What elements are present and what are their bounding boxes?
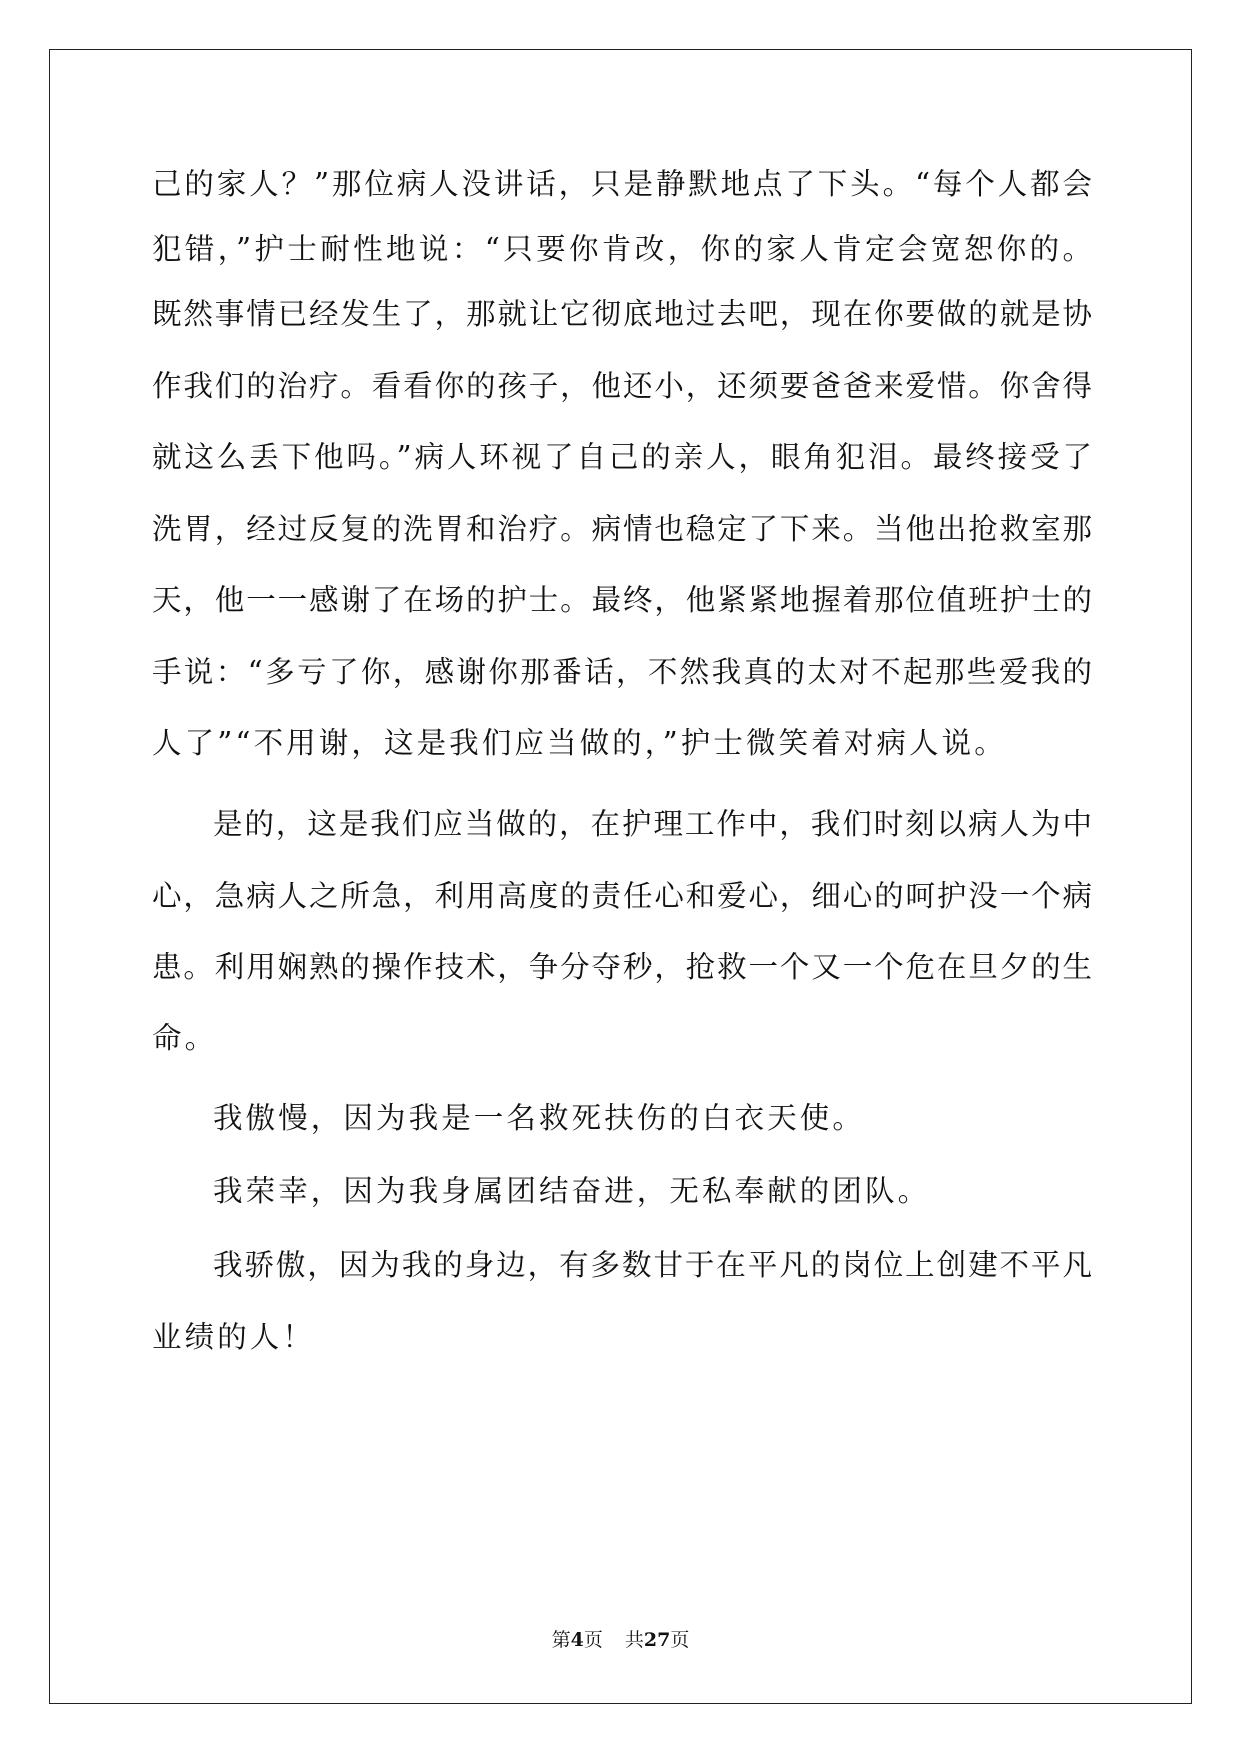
text-line: 人了”“不用谢，这是我们应当做的，”护士微笑着对病人说。 [152, 726, 1007, 760]
text-line: 命。 [152, 1021, 218, 1055]
page-number: 4 [570, 1629, 584, 1651]
total-pages: 27 [643, 1629, 671, 1651]
text-line: 既然事情已经发生了，那就让它彻底地过去吧，现在你要做的就是协 [152, 297, 1092, 331]
page-footer [0, 1628, 1241, 1652]
page-suffix: 页 [583, 1629, 603, 1651]
text-line: 患。利用娴熟的操作技术，争分夺秒，抢救一个又一个危在旦夕的生 [152, 950, 1092, 984]
total-suffix: 页 [670, 1629, 690, 1651]
paragraph-first-line: 我傲慢，因为我是一名救死扶伤的白衣天使。 [213, 1101, 866, 1135]
total-prefix: 共 [624, 1629, 644, 1651]
text-line: 就这么丢下他吗。”病人环视了自己的亲人，眼角犯泪。最终接受了 [152, 440, 1092, 474]
paragraph-first-line: 我荣幸，因为我身属团结奋进，无私奉献的团队。 [213, 1174, 931, 1208]
text-line: 洗胃，经过反复的洗胃和治疗。病情也稳定了下来。当他出抢救室那 [152, 512, 1092, 546]
paragraph-first-line: 是的，这是我们应当做的，在护理工作中，我们时刻以病人为中 [213, 807, 1092, 841]
text-line: 天，他一一感谢了在场的护士。最终，他紧紧地握着那位值班护士的 [152, 583, 1092, 617]
text-line: 手说：“多亏了你，感谢你那番话，不然我真的太对不起那些爱我的 [152, 655, 1092, 689]
text-line: 己的家人？”那位病人没讲话，只是静默地点了下头。“每个人都会 [152, 167, 1092, 201]
text-line: 心，急病人之所急，利用高度的责任心和爱心，细心的呵护没一个病 [152, 879, 1092, 913]
paragraph-first-line: 我骄傲，因为我的身边，有多数甘于在平凡的岗位上创建不平凡 [213, 1248, 1092, 1282]
page-prefix: 第 [551, 1629, 571, 1651]
text-line: 作我们的治疗。看看你的孩子，他还小，还须要爸爸来爱惜。你舍得 [152, 369, 1092, 403]
text-line: 业绩的人！ [152, 1320, 316, 1354]
text-line: 犯错，”护士耐性地说：“只要你肯改，你的家人肯定会宽恕你的。 [152, 232, 1092, 266]
